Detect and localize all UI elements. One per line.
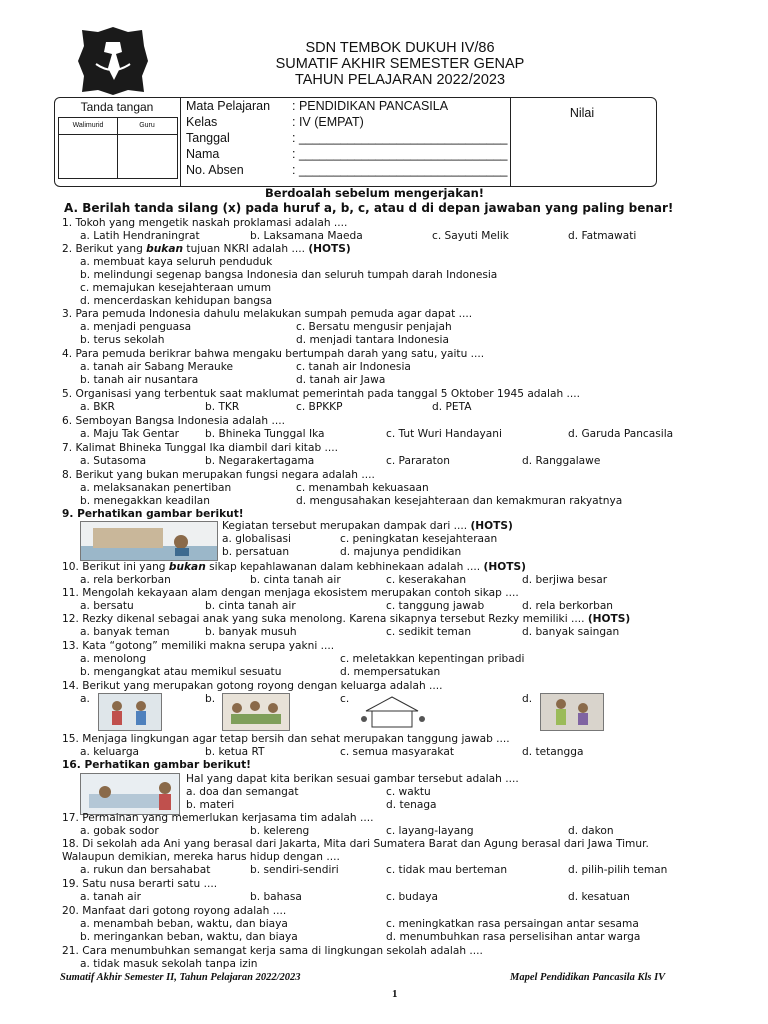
question-4: 4. Para pemuda berikrar bahwa mengaku bertumpah darah yang satu, yaitu .... bbox=[62, 348, 485, 360]
q16-option-b[interactable]: b. materi bbox=[186, 799, 235, 811]
q17-option-d[interactable]: d. dakon bbox=[568, 825, 614, 837]
q14-option-b[interactable]: b. bbox=[205, 693, 216, 705]
date-field[interactable]: : ______________________________ bbox=[292, 131, 508, 145]
q19-option-a[interactable]: a. tanah air bbox=[80, 891, 141, 903]
school-name: SDN TEMBOK DUKUH IV/86 bbox=[305, 40, 495, 56]
q1-option-d[interactable]: d. Fatmawati bbox=[568, 230, 637, 242]
absen-label: No. Absen bbox=[186, 163, 244, 177]
q4-option-c[interactable]: c. tanah air Indonesia bbox=[296, 361, 411, 373]
question-11: 11. Mengolah kekayaan alam dengan menjaga ekosistem merupakan contoh sikap .... bbox=[62, 587, 519, 599]
q16-option-d[interactable]: d. tenaga bbox=[386, 799, 437, 811]
question-18-cont: Walaupun demikian, mereka harus hidup dengan .... bbox=[62, 851, 340, 863]
q2-option-a[interactable]: a. membuat kaya seluruh penduduk bbox=[80, 256, 273, 268]
q14-image-b bbox=[222, 693, 290, 731]
signature-table bbox=[58, 117, 178, 179]
q10-option-a[interactable]: a. rela berkorban bbox=[80, 574, 171, 586]
q2-option-d[interactable]: d. mencerdaskan kehidupan bangsa bbox=[80, 295, 273, 307]
q9-option-b[interactable]: b. persatuan bbox=[222, 546, 290, 558]
question-2: 2. Berikut yang bukan tujuan NKRI adalah .... (HOTS) bbox=[62, 243, 351, 255]
q18-option-b[interactable]: b. sendiri-sendiri bbox=[250, 864, 339, 876]
question-16: 16. Perhatikan gambar berikut! bbox=[62, 759, 251, 771]
q1-option-a[interactable]: a. Latih Hendraningrat bbox=[80, 230, 200, 242]
date-label: Tanggal bbox=[186, 131, 230, 145]
name-label: Nama bbox=[186, 147, 220, 161]
subject-label: Mata Pelajaran bbox=[186, 99, 271, 113]
q7-option-d[interactable]: d. Ranggalawe bbox=[522, 455, 601, 467]
q6-option-c[interactable]: c. Tut Wuri Handayani bbox=[386, 428, 502, 440]
q20-option-b[interactable]: b. meringankan beban, waktu, dan biaya bbox=[80, 931, 298, 943]
q10-option-b[interactable]: b. cinta tanah air bbox=[250, 574, 341, 586]
q20-option-d[interactable]: d. menumbuhkan rasa perselisihan antar warga bbox=[386, 931, 641, 943]
q2-option-b[interactable]: b. melindungi segenap bangsa Indonesia dan seluruh tumpah darah Indonesia bbox=[80, 269, 498, 281]
prayer-note: Berdoalah sebelum mengerjakan! bbox=[265, 186, 485, 200]
exam-title: SUMATIF AKHIR SEMESTER GENAP bbox=[275, 56, 525, 72]
q1-option-c[interactable]: c. Sayuti Melik bbox=[432, 230, 509, 242]
q12-option-d[interactable]: d. banyak saingan bbox=[522, 626, 620, 638]
q15-option-b[interactable]: b. ketua RT bbox=[205, 746, 265, 758]
q20-option-a[interactable]: a. menambah beban, waktu, dan biaya bbox=[80, 918, 288, 930]
absen-field[interactable]: : ______________________________ bbox=[292, 163, 508, 177]
q7-option-b[interactable]: b. Negarakertagama bbox=[205, 455, 315, 467]
question-14: 14. Berikut yang merupakan gotong royong dengan keluarga adalah .... bbox=[62, 680, 443, 692]
score-label: Nilai bbox=[569, 106, 595, 120]
q14-option-d[interactable]: d. bbox=[522, 693, 533, 705]
name-field[interactable]: : ______________________________ bbox=[292, 147, 508, 161]
q3-option-b[interactable]: b. terus sekolah bbox=[80, 334, 165, 346]
question-12: 12. Rezky dikenal sebagai anak yang suka menolong. Karena sikapnya tersebut Rezky memiliki .... (HOTS) bbox=[62, 613, 631, 625]
question-5: 5. Organisasi yang terbentuk saat maklumat pemerintah pada tanggal 5 Oktober 1945 adalah .... bbox=[62, 388, 581, 400]
q21-option-a[interactable]: a. tidak masuk sekolah tanpa izin bbox=[80, 958, 258, 970]
class-label: Kelas bbox=[186, 115, 218, 129]
q16-stem: Hal yang dapat kita berikan sesuai gambar tersebut adalah .... bbox=[186, 773, 519, 785]
q18-option-c[interactable]: c. tidak mau berteman bbox=[386, 864, 508, 876]
q3-option-c[interactable]: c. Bersatu mengusir penjajah bbox=[296, 321, 452, 333]
question-20: 20. Manfaat dari gotong royong adalah .... bbox=[62, 905, 287, 917]
subject-value: : PENDIDIKAN PANCASILA bbox=[292, 99, 449, 113]
question-15: 15. Menjaga lingkungan agar tetap bersih dan sehat merupakan tanggung jawab .... bbox=[62, 733, 510, 745]
q14-image-d bbox=[540, 693, 604, 731]
q15-option-d[interactable]: d. tetangga bbox=[522, 746, 584, 758]
q5-option-d[interactable]: d. PETA bbox=[432, 401, 472, 413]
q8-option-a[interactable]: a. melaksanakan penertiban bbox=[80, 482, 232, 494]
q14-option-a[interactable]: a. bbox=[80, 693, 90, 705]
q5-option-a[interactable]: a. BKR bbox=[80, 401, 115, 413]
question-9: 9. Perhatikan gambar berikut! bbox=[62, 508, 244, 520]
school-year: TAHUN PELAJARAN 2022/2023 bbox=[294, 72, 506, 88]
question-7: 7. Kalimat Bhineka Tunggal Ika diambil dari kitab .... bbox=[62, 442, 339, 454]
q17-option-c[interactable]: c. layang-layang bbox=[386, 825, 474, 837]
q11-option-b[interactable]: b. cinta tanah air bbox=[205, 600, 296, 612]
q4-option-a[interactable]: a. tanah air Sabang Merauke bbox=[80, 361, 234, 373]
class-value: : IV (EMPAT) bbox=[292, 115, 364, 129]
q11-option-c[interactable]: c. tanggung jawab bbox=[386, 600, 485, 612]
q10-option-d[interactable]: d. berjiwa besar bbox=[522, 574, 608, 586]
q16-option-c[interactable]: c. waktu bbox=[386, 786, 431, 798]
q15-option-c[interactable]: c. semua masyarakat bbox=[340, 746, 455, 758]
section-a-instruction: A. Berilah tanda silang (x) pada huruf a, b, c, atau d di depan jawaban yang paling benar! bbox=[64, 201, 674, 215]
school-emblem-icon bbox=[76, 24, 150, 98]
question-6: 6. Semboyan Bangsa Indonesia adalah .... bbox=[62, 415, 285, 427]
q9-stem: Kegiatan tersebut merupakan dampak dari .... (HOTS) bbox=[222, 520, 513, 532]
q17-option-b[interactable]: b. kelereng bbox=[250, 825, 310, 837]
q7-option-a[interactable]: a. Sutasoma bbox=[80, 455, 147, 467]
q9-option-a[interactable]: a. globalisasi bbox=[222, 533, 291, 545]
q9-option-d[interactable]: d. majunya pendidikan bbox=[340, 546, 462, 558]
q12-option-a[interactable]: a. banyak teman bbox=[80, 626, 170, 638]
q9-option-c[interactable]: c. peningkatan kesejahteraan bbox=[340, 533, 498, 545]
q8-option-b[interactable]: b. menegakkan keadilan bbox=[80, 495, 210, 507]
signature-title: Tanda tangan bbox=[80, 100, 154, 114]
q11-option-a[interactable]: a. bersatu bbox=[80, 600, 134, 612]
q9-flood-image bbox=[80, 521, 218, 561]
q10-option-c[interactable]: c. keserakahan bbox=[386, 574, 467, 586]
q6-option-b[interactable]: b. Bhineka Tunggal Ika bbox=[205, 428, 325, 440]
q19-option-c[interactable]: c. budaya bbox=[386, 891, 438, 903]
q8-option-c[interactable]: c. menambah kekuasaan bbox=[296, 482, 429, 494]
question-17: 17. Permainan yang memerlukan kerjasama tim adalah .... bbox=[62, 812, 374, 824]
q5-option-b[interactable]: b. TKR bbox=[205, 401, 240, 413]
sig-parent-header: Walimurid bbox=[72, 122, 104, 129]
q12-option-b[interactable]: b. banyak musuh bbox=[205, 626, 297, 638]
q13-option-c[interactable]: c. meletakkan kepentingan pribadi bbox=[340, 653, 525, 665]
sig-teacher-header: Guru bbox=[139, 122, 155, 129]
q11-option-d[interactable]: d. rela berkorban bbox=[522, 600, 614, 612]
q15-option-a[interactable]: a. keluarga bbox=[80, 746, 140, 758]
footer-left: Sumatif Akhir Semester II, Tahun Pelajaran 2022/2023 bbox=[60, 972, 301, 983]
q19-option-d[interactable]: d. kesatuan bbox=[568, 891, 630, 903]
q3-option-a[interactable]: a. menjadi penguasa bbox=[80, 321, 192, 333]
question-13: 13. Kata “gotong” memiliki makna serupa yakni .... bbox=[62, 640, 335, 652]
q5-option-c[interactable]: c. BPKKP bbox=[296, 401, 343, 413]
q7-option-c[interactable]: c. Pararaton bbox=[386, 455, 451, 467]
q16-option-a[interactable]: a. doa dan semangat bbox=[186, 786, 299, 798]
q14-image-c bbox=[356, 693, 428, 729]
q13-option-b[interactable]: b. mengangkat atau memikul sesuatu bbox=[80, 666, 282, 678]
q14-image-a bbox=[98, 693, 162, 731]
q18-option-a[interactable]: a. rukun dan bersahabat bbox=[80, 864, 211, 876]
page-number: 1 bbox=[392, 988, 398, 1000]
question-8: 8. Berikut yang bukan merupakan fungsi negara adalah .... bbox=[62, 469, 375, 481]
q13-option-a[interactable]: a. menolong bbox=[80, 653, 147, 665]
q6-option-a[interactable]: a. Maju Tak Gentar bbox=[80, 428, 180, 440]
question-21: 21. Cara menumbuhkan semangat kerja sama di lingkungan sekolah adalah .... bbox=[62, 945, 483, 957]
q6-option-d[interactable]: d. Garuda Pancasila bbox=[568, 428, 674, 440]
q17-option-a[interactable]: a. gobak sodor bbox=[80, 825, 159, 837]
q14-option-c[interactable]: c. bbox=[340, 693, 350, 705]
q3-option-d[interactable]: d. menjadi tantara Indonesia bbox=[296, 334, 449, 346]
question-19: 19. Satu nusa berarti satu .... bbox=[62, 878, 218, 890]
q16-sick-image bbox=[80, 773, 180, 815]
q4-option-b[interactable]: b. tanah air nusantara bbox=[80, 374, 199, 386]
question-18: 18. Di sekolah ada Ani yang berasal dari Jakarta, Mita dari Sumatera Barat dan Agung berasal dari Jawa Timur. bbox=[62, 838, 649, 850]
question-3: 3. Para pemuda Indonesia dahulu melakukan sumpah pemuda agar dapat .... bbox=[62, 308, 473, 320]
q19-option-b[interactable]: b. bahasa bbox=[250, 891, 302, 903]
q4-option-d[interactable]: d. tanah air Jawa bbox=[296, 374, 386, 386]
q2-option-c[interactable]: c. memajukan kesejahteraan umum bbox=[80, 282, 272, 294]
q13-option-d[interactable]: d. mempersatukan bbox=[340, 666, 441, 678]
q1-option-b[interactable]: b. Laksamana Maeda bbox=[250, 230, 363, 242]
q20-option-c[interactable]: c. meningkatkan rasa persaingan antar sesama bbox=[386, 918, 639, 930]
question-10: 10. Berikut ini yang bukan sikap kepahlawanan dalam kebhinekaan adalah .... (HOTS) bbox=[62, 561, 526, 573]
q18-option-d[interactable]: d. pilih-pilih teman bbox=[568, 864, 668, 876]
footer-right: Mapel Pendidikan Pancasila Kls IV bbox=[510, 972, 666, 983]
question-1: 1. Tokoh yang mengetik naskah proklamasi adalah .... bbox=[62, 217, 348, 229]
q8-option-d[interactable]: d. mengusahakan kesejahteraan dan kemakmuran rakyatnya bbox=[296, 495, 623, 507]
q12-option-c[interactable]: c. sedikit teman bbox=[386, 626, 472, 638]
